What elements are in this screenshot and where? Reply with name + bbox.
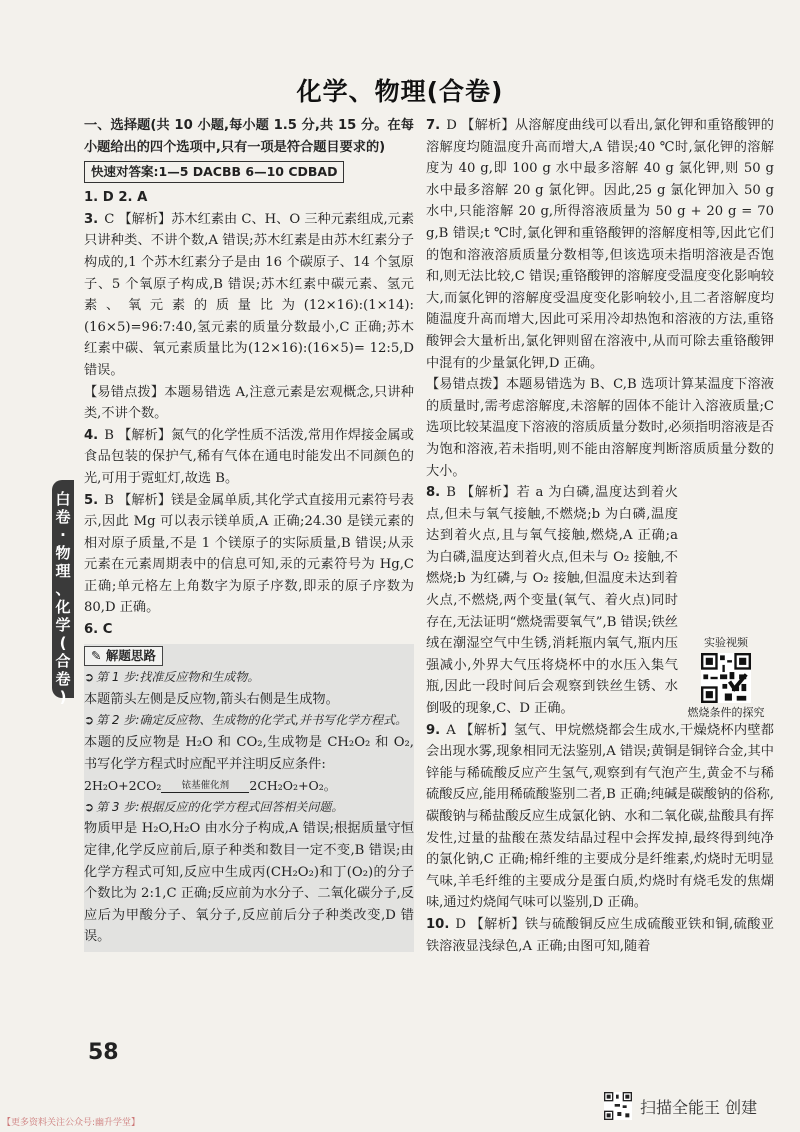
side-tab-char: 卷 [55, 508, 71, 526]
step-1-text: 第 1 步:找准反应物和生成物。 [96, 670, 260, 685]
answer-text: B 【解析】若 a 为白磷,温度达到着火点,但未与氧气接触,不燃烧;b 为白磷,温度达到着火点,且与氧气接触,燃烧,A 正确;a 为白磷,温度达到着火点,但未与 O₂ 接触,不燃烧;b 为红磷,与 O₂ 接触,但温度未达到着火点,不燃烧,两个变量(氧气、着火点)同时存在,无法证明“燃烧需要氧气”,B 错误;铁丝绒在潮湿空气中生锈,消耗瓶内氧气,瓶内压强减小,外界大气压将烧杯中的水压入集气瓶,因此一段时间后会观察到铁丝生锈、水倒吸的现象,C、D 正确。 [426, 485, 678, 717]
quick-answer-box: 快速对答案:1—5 DACBB 6—10 CDBAD [84, 161, 344, 183]
step-2-text: 第 2 步:确定反应物、生成物的化学式,并书写化学方程式。 [96, 713, 408, 728]
answer-q10 [426, 914, 774, 957]
side-tab-char: 、 [55, 580, 71, 598]
answer-q8 [426, 482, 678, 720]
equation-condition: 铱基催化剂 [161, 781, 249, 793]
answer-q4 [84, 425, 414, 490]
question-number: 4. [84, 427, 99, 443]
idea-title-text: 解题思路 [105, 647, 156, 663]
tip-q7: 【易错点拨】本题易错选为 B、C,B 选项计算某温度下溶液的质量时,需考虑溶解度,未溶解的固体不能计入溶液质量;C 选项比较某温度下溶液的溶质质量分数时,必须指明溶液是否为饱和溶液,若未指明,则不能由溶解度判断溶质质量分数的大小。 [426, 377, 774, 479]
solution-idea-box [84, 644, 414, 952]
side-tab-char: 物 [55, 544, 71, 562]
answer-text: C 【解析】苏木红素由 C、H、O 三种元素组成,元素只讲种类、不讲个数,A 错误;苏木红素是由苏木红素分子构成的,1 个苏木红素分子是由 16 个碳原子、14 个氢原子、5 个氧原子构成,B 错误;苏木红素中碳元素、氢元素、氧元素的质量比为(12×16):(1×14):(16×5)=96:7:40,氢元素的质量分数最小,C 正确;苏木红素中碳、氧元素质量比为(12×16):(16×5)= 12:5,D 错误。 [84, 211, 415, 378]
answer-text: B 【解析】氮气的化学性质不活泼,常用作焊接金属或食品包装的保护气,稀有气体在通电时能发出不同颜色的光,可用于霓虹灯,故选 B。 [84, 427, 414, 486]
qr-code-icon [604, 1092, 632, 1120]
answer-text: B 【解析】镁是金属单质,其化学式直接用元素符号表示,因此 Mg 可以表示镁单质,A 正确;24.30 是镁元素的相对原子质量,不是 1 个镁原子的实际质量,B 错误;从汞元素在元素周期表中的信息可知,汞的元素符号为 Hg,C 正确;单元格左上角数字为原子序数,即汞的原子序数为 80,D 正确。 [84, 492, 414, 616]
answer-text: A 【解析】氢气、甲烷燃烧都会生成水,干燥烧杯内壁都会出现水雾,现象相同无法鉴别,A 错误;黄铜是铜锌合金,其中锌能与稀硫酸反应产生氢气,观察到有气泡产生,黄金不与稀硫酸反应,能用稀硫酸鉴别二者,B 正确;纯碱是碳酸钠的俗称,碳酸钠与稀盐酸反应生成氯化钠、水和二氧化碳,盐酸具有挥发性,过量的盐酸在蒸发结晶过程中会挥发掉,最终得到纯净的氯化钠,C 正确;棉纤维的主要成分是纤维素,灼烧时无明显气味,羊毛纤维的主要成分是蛋白质,灼烧时有烧毛发的焦煳味,通过灼烧闻气味可以鉴别,D 正确。 [426, 722, 774, 911]
pencil-icon: ✎ [91, 647, 102, 663]
side-tab [52, 480, 74, 706]
step-2 [84, 710, 414, 732]
video-qr-block[interactable] [680, 636, 772, 720]
answer-q5 [84, 490, 414, 620]
right-column [426, 115, 774, 957]
side-tab-char: 理 [55, 562, 71, 580]
step-2-body: 本题的反应物是 H₂O 和 CO₂,生成物是 CH₂O₂ 和 O₂,书写化学方程式时应配平并注明反应条件: [84, 735, 414, 772]
side-tab-char: 白 [55, 490, 71, 508]
qr-label-bottom: 燃烧条件的探究 [687, 706, 765, 719]
side-tab-char: 合 [55, 652, 71, 670]
footer-note: 【更多资料关注公众号:幽升学堂】 [2, 1118, 141, 1128]
tip-q3: 【易错点拨】本题易错选 A,注意元素是宏观概念,只讲种类,不讲个数。 [84, 384, 414, 422]
step-1 [84, 667, 414, 689]
question-number: 3. [84, 211, 99, 227]
step-arrow-icon: ➲ [84, 713, 95, 728]
side-tab-char: 化 [55, 598, 71, 616]
side-tab-char: 学 [55, 616, 71, 634]
side-tab-char: · [60, 526, 66, 544]
left-column [84, 115, 414, 952]
side-tab-char: ) [59, 688, 67, 706]
equation-products: 2CH₂O₂+O₂。 [249, 778, 337, 794]
step-arrow-icon: ➲ [84, 799, 95, 814]
step-3 [84, 797, 414, 819]
page-title: 化学、物理(合卷) [296, 77, 504, 106]
question-number: 9. [426, 722, 441, 738]
question-number: 7. [426, 118, 441, 133]
equation-reactants: 2H₂O+2CO₂ [84, 778, 162, 794]
scanner-text: 扫描全能王 创建 [640, 1097, 758, 1117]
qr-label-top: 实验视频 [704, 636, 748, 649]
answer-q3 [84, 209, 414, 382]
step-3-text: 第 3 步:根据反应的化学方程式回答相关问题。 [96, 799, 344, 814]
equation-arrow [161, 781, 249, 793]
scanner-watermark [604, 1092, 757, 1120]
answer-q7 [426, 115, 774, 374]
step-3-body: 物质甲是 H₂O,H₂O 由水分子构成,A 错误;根据质量守恒定律,化学反应前后,原子种类和数目一定不变,B 错误;由化学方程式可知,反应中生成丙(CH₂O₂)和丁(O₂)的分子个数比为 2:1,C 正确;反应前为水分子、二氧化碳分子,反应后为甲酸分子、氧分子,反应前后分子种类改变,D 错误。 [84, 821, 414, 945]
chemical-equation [84, 775, 414, 797]
page-number: 58 [88, 1040, 119, 1065]
question-number: 5. [84, 492, 99, 508]
step-arrow-icon: ➲ [84, 670, 95, 685]
answer-text: D 【解析】铁与硫酸铜反应生成硫酸亚铁和铜,硫酸亚铁溶液显浅绿色,A 正确;由图可知,随着 [426, 916, 774, 954]
section-header: 一、选择题(共 10 小题,每小题 1.5 分,共 15 分。在每小题给出的四个选项中,只有一项是符合题目要求的) [84, 118, 414, 155]
solution-idea-title [84, 646, 163, 666]
qr-code-icon[interactable] [701, 653, 751, 703]
side-tab-char: ( [59, 634, 67, 652]
question-number: 8. [426, 485, 441, 501]
answer-q1-q2: 1. D 2. A [84, 190, 148, 206]
step-1-body: 本题箭头左侧是反应物,箭头右侧是生成物。 [84, 691, 339, 707]
answer-q9 [426, 720, 774, 914]
answer-q6: 6. C [84, 622, 113, 638]
answer-text: D 【解析】从溶解度曲线可以看出,氯化钾和重铬酸钾的溶解度均随温度升高而增大,A 错误;40 ℃时,氯化钾的溶解度为 40 g,即 100 g 水中最多溶解 40 g 氯化钾,则 50 g 水中最多溶解 20 g 氯化钾。因此,25 g 氯化钾加入 50 g 水中,只能溶解 20 g,所得溶液质量为 50 g + 20 g = 70 g,B 错误;t ℃时,氯化钾和重铬酸钾的溶解度相等,因此它们的饱和溶液溶质质量分数相等,但该选项未指明溶液是否饱和,则无法比较,C 错误;重铬酸钾的溶解度受温度变化影响较大,而氯化钾的溶解度受温度变化影响较小,且二者溶解度均随温度升高而增大,因此可采用冷却热饱和溶液的方法,重铬酸钾会大量析出,氯化钾则留在溶液中,从而可除去重铬酸钾中混有的少量氯化钾,D 正确。 [426, 118, 774, 371]
side-tab-char: 卷 [55, 670, 71, 688]
question-number: 10. [426, 916, 450, 932]
